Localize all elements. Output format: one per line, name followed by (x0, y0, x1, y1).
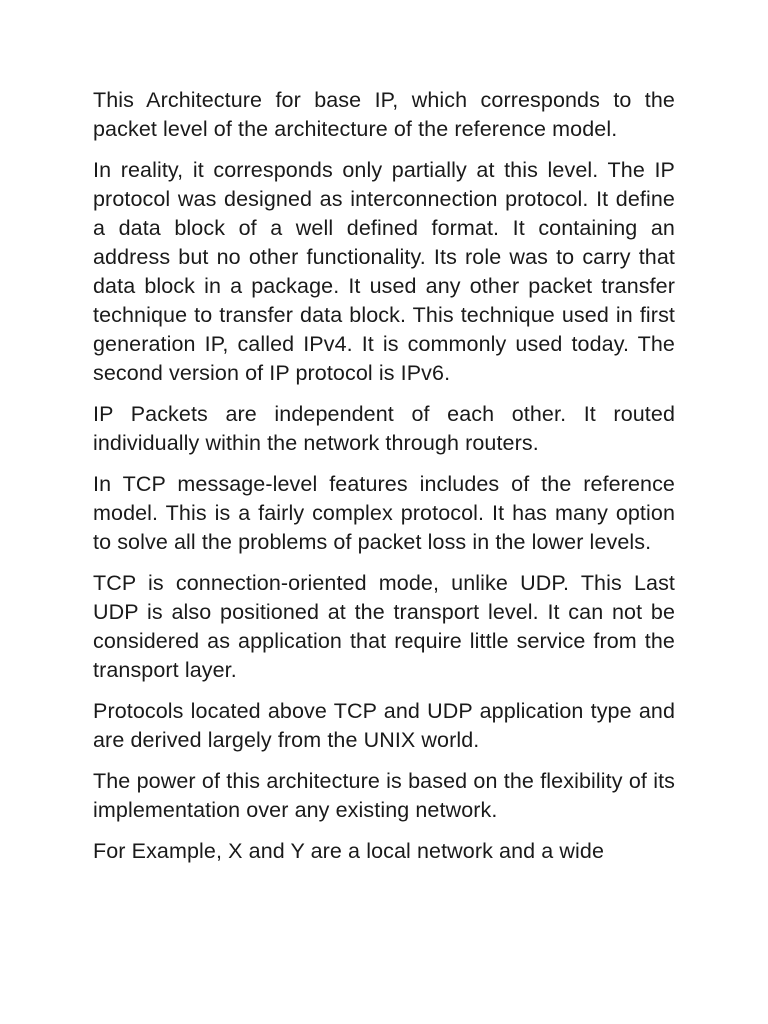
paragraph-tcp-features: In TCP message-level features includes of the reference model. This is a fairly complex protocol. It has many option to solve all the problems of packet loss in the lower levels. (93, 472, 675, 554)
paragraph-tcp-udp: TCP is connection-oriented mode, unlike UDP. This Last UDP is also positioned at the transport level. It can not be considered as application that require little service from the transport layer. (93, 571, 675, 682)
document-page (93, 86, 675, 866)
paragraph-ip-architecture: This Architecture for base IP, which corresponds to the packet level of the architecture of the reference model. (93, 88, 675, 141)
paragraph-ip-protocol: In reality, it corresponds only partially at this level. The IP protocol was designed as interconnection protocol. It define a data block of a well defined format. It containing an address but no other functionality. Its role was to carry that data block in a package. It used any other packet transfer technique to transfer data block. This technique used in first generation IP, called IPv4. It is commonly used today. The second version of IP protocol is IPv6. (93, 158, 675, 385)
paragraph-example: For Example, X and Y are a local network and a wide (93, 839, 605, 863)
paragraph-protocols-above: Protocols located above TCP and UDP application type and are derived largely from the UNIX world. (93, 699, 675, 752)
paragraph-ip-packets: IP Packets are independent of each other. It routed individually within the network through routers. (93, 402, 675, 455)
paragraph-architecture-power: The power of this architecture is based on the flexibility of its implementation over any existing network. (93, 769, 675, 822)
